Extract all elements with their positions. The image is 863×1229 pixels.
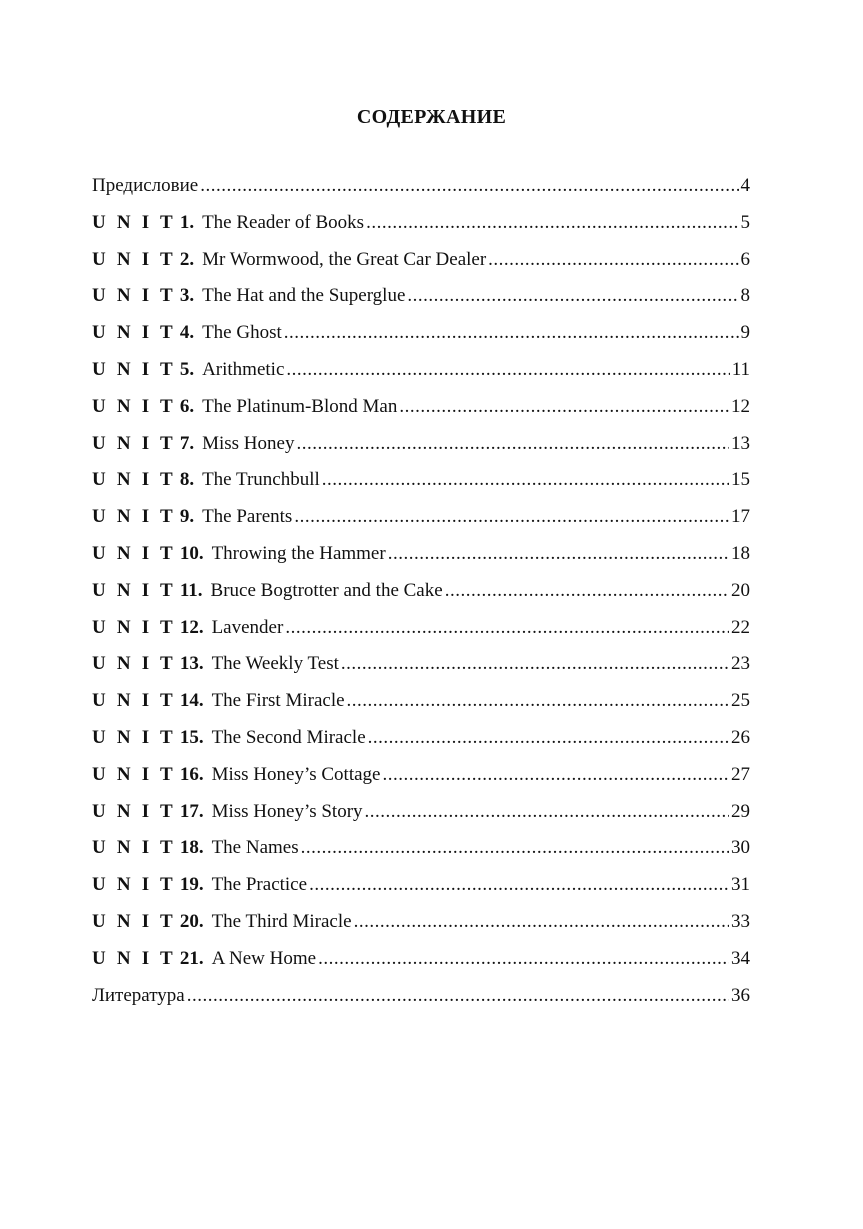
dot-leader [301,830,729,867]
entry-title: Mr Wormwood, the Great Car Dealer [202,248,487,270]
unit-number: 3. [179,285,195,307]
unit-number: 6. [179,395,195,417]
page-number: 22 [731,616,750,638]
dot-leader [341,646,729,683]
entry-title: The Parents [202,506,293,528]
entry-title: The Ghost [202,322,282,344]
toc-entry [92,352,750,389]
dot-leader [309,867,729,904]
entry-title: The Trunchbull [202,469,320,491]
toc-entry [92,389,750,426]
unit-label: U N I T [92,690,176,712]
dot-leader [296,426,729,463]
dot-leader [407,278,738,315]
dot-leader [286,352,729,389]
unit-number: 21. [179,947,204,969]
toc-entry [92,610,750,647]
entry-title: The Reader of Books [202,211,365,233]
entry-title: The Hat and the Superglue [202,285,406,307]
dot-leader [365,794,729,831]
page-number: 25 [731,690,750,712]
toc-entry [92,867,750,904]
toc-entry [92,683,750,720]
dot-leader [347,683,729,720]
unit-number: 19. [179,874,204,896]
page-number: 12 [731,395,750,417]
page-number: 27 [731,763,750,785]
entry-title: The Names [211,837,299,859]
entry-title: The First Miracle [211,690,345,712]
toc-entry [92,794,750,831]
dot-leader [200,168,738,205]
page-number: 36 [731,984,750,1006]
page-number: 8 [740,285,750,307]
unit-label: U N I T [92,322,176,344]
unit-label: U N I T [92,542,176,564]
unit-label: U N I T [92,285,176,307]
entry-title: The Weekly Test [211,653,339,675]
unit-label: U N I T [92,726,176,748]
toc-entry [92,168,750,205]
page-number: 15 [731,469,750,491]
unit-label: U N I T [92,469,176,491]
unit-label: U N I T [92,947,176,969]
unit-number: 13. [179,653,204,675]
dot-leader [366,205,738,242]
toc-entry [92,278,750,315]
unit-number: 8. [179,469,195,491]
toc-entry [92,315,750,352]
page-number: 20 [731,579,750,601]
toc-entry [92,904,750,941]
unit-label: U N I T [92,358,176,380]
dot-leader [488,242,738,279]
page-number: 18 [731,542,750,564]
unit-label: U N I T [92,395,176,417]
page-number: 29 [731,800,750,822]
unit-number: 4. [179,322,195,344]
page-number: 30 [731,837,750,859]
unit-label: U N I T [92,837,176,859]
entry-title: Литература [92,984,185,1006]
dot-leader [368,720,729,757]
unit-label: U N I T [92,910,176,932]
toc-entry [92,426,750,463]
unit-label: U N I T [92,800,176,822]
unit-number: 15. [179,726,204,748]
page-number: 34 [731,947,750,969]
entry-title: Throwing the Hammer [211,542,386,564]
unit-number: 17. [179,800,204,822]
page-number: 11 [731,358,750,380]
page-number: 23 [731,653,750,675]
toc-entry [92,205,750,242]
unit-label: U N I T [92,653,176,675]
entry-title: The Second Miracle [211,726,366,748]
unit-number: 1. [179,211,195,233]
toc-entry [92,573,750,610]
table-of-contents [92,168,750,1014]
page-number: 17 [731,506,750,528]
unit-label: U N I T [92,579,176,601]
page-number: 6 [740,248,750,270]
unit-number: 11. [179,579,203,601]
toc-entry [92,757,750,794]
unit-number: 20. [179,910,204,932]
toc-entry [92,646,750,683]
unit-number: 7. [179,432,195,454]
dot-leader [294,499,729,536]
dot-leader [285,610,729,647]
page-number: 9 [740,322,750,344]
toc-entry [92,462,750,499]
unit-number: 9. [179,506,195,528]
unit-number: 14. [179,690,204,712]
toc-entry [92,720,750,757]
toc-entry [92,499,750,536]
dot-leader [445,573,729,610]
page-number: 31 [731,874,750,896]
entry-title: Miss Honey’s Story [211,800,363,822]
entry-title: Arithmetic [202,358,285,380]
unit-number: 16. [179,763,204,785]
dot-leader [388,536,729,573]
unit-number: 5. [179,358,195,380]
entry-title: The Practice [211,874,308,896]
unit-label: U N I T [92,432,176,454]
unit-label: U N I T [92,506,176,528]
unit-number: 18. [179,837,204,859]
page-number: 33 [731,910,750,932]
dot-leader [382,757,729,794]
page-number: 26 [731,726,750,748]
dot-leader [318,941,729,978]
page-number: 4 [740,175,750,196]
page-title: СОДЕРЖАНИЕ [356,106,507,128]
toc-entry [92,830,750,867]
dot-leader [187,978,729,1015]
entry-title: Предисловие [92,175,199,196]
unit-label: U N I T [92,616,176,638]
entry-title: Miss Honey’s Cottage [211,763,381,785]
page-number: 13 [731,432,750,454]
toc-entry [92,536,750,573]
entry-title: Lavender [211,616,284,638]
entry-title: A New Home [211,947,317,969]
dot-leader [284,315,739,352]
entry-title: The Third Miracle [211,910,352,932]
entry-title: The Platinum-Blond Man [202,395,398,417]
unit-number: 2. [179,248,195,270]
toc-entry [92,941,750,978]
unit-label: U N I T [92,874,176,896]
unit-number: 12. [179,616,204,638]
dot-leader [354,904,729,941]
toc-entry [92,242,750,279]
unit-label: U N I T [92,211,176,233]
unit-label: U N I T [92,248,176,270]
dot-leader [322,462,729,499]
entry-title: Bruce Bogtrotter and the Cake [210,579,443,601]
page-number: 5 [740,211,750,233]
toc-entry [92,978,750,1015]
unit-label: U N I T [92,763,176,785]
entry-title: Miss Honey [202,432,295,454]
dot-leader [399,389,729,426]
unit-number: 10. [179,542,204,564]
